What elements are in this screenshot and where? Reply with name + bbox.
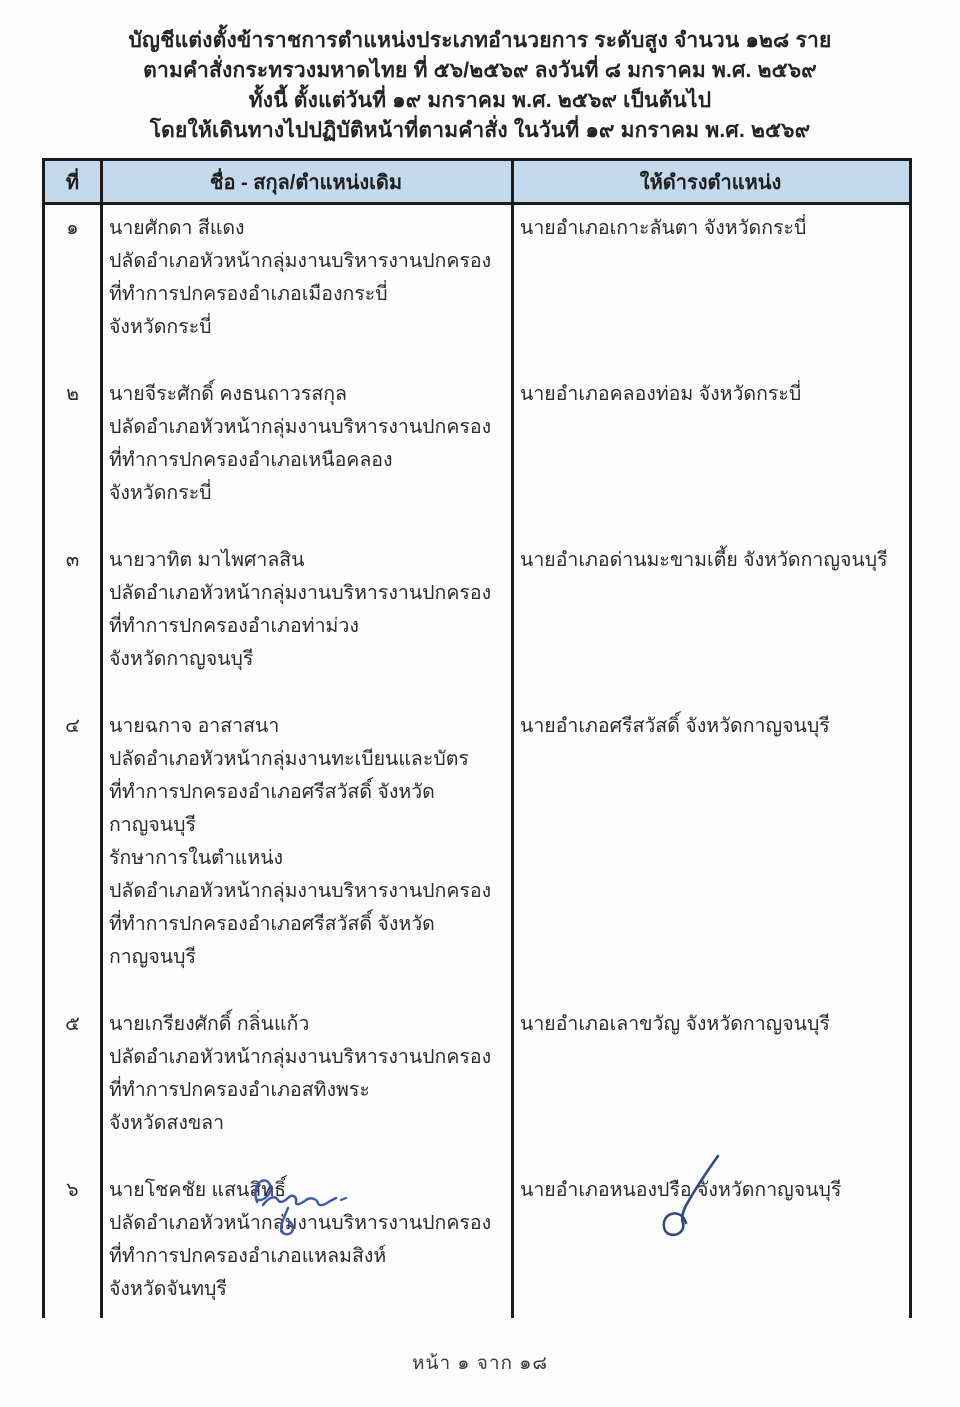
former-position-line: จังหวัดกระบี่ <box>109 316 212 338</box>
title-line-4: โดยให้เดินทางไปปฏิบัติหน้าที่ตามคำสั่ง ในวันที่ ๑๙ มกราคม พ.ศ. ๒๕๖๙ <box>149 119 811 142</box>
new-position-cell: นายอำเภอคลองท่อม จังหวัดกระบี่ <box>511 371 909 537</box>
former-position-line: จังหวัดจันทบุรี <box>109 1278 227 1300</box>
former-position-line: ที่ทำการปกครองอำเภอสทิงพระ <box>109 1079 370 1101</box>
signature-initials-left <box>243 1168 355 1246</box>
former-position-line: จังหวัดกาญจนบุรี <box>109 648 254 670</box>
former-position-line: ที่ทำการปกครองอำเภอศรีสวัสดิ์ จังหวัดกาญจนบุรี <box>109 913 435 968</box>
former-position-line: ปลัดอำเภอหัวหน้ากลุ่มงานบริหารงานปกครอง <box>109 1046 492 1068</box>
row-number: ๔ <box>65 715 80 737</box>
former-position-line: ปลัดอำเภอหัวหน้ากลุ่มงานบริหารงานปกครอง <box>109 416 492 438</box>
row-number: ๒ <box>66 383 79 405</box>
former-position-line: ปลัดอำเภอหัวหน้ากลุ่มงานบริหารงานปกครอง <box>109 582 492 604</box>
new-position-cell: นายอำเภอเลาขวัญ จังหวัดกาญจนบุรี <box>511 1001 909 1167</box>
former-position-line: นายวาทิต มาไพศาลสิน <box>109 549 305 571</box>
table-body <box>45 205 909 1318</box>
former-position-cell <box>100 371 511 537</box>
former-position-line: รักษาการในตำแหน่ง <box>109 847 284 869</box>
former-position-line: นายจีระศักดิ์ คงธนถาวรสกุล <box>109 383 347 405</box>
table-row <box>45 537 909 703</box>
appointment-table <box>42 158 912 1318</box>
row-number: ๖ <box>66 1179 79 1201</box>
former-position-line: ปลัดอำเภอหัวหน้ากลุ่มงานบริหารงานปกครอง <box>109 880 492 902</box>
row-number: ๓ <box>65 549 80 571</box>
former-position-cell <box>100 703 511 1001</box>
former-position-line: ปลัดอำเภอหัวหน้ากลุ่มงานทะเบียนและบัตร <box>109 748 469 770</box>
table-row <box>45 371 909 537</box>
table-header-row <box>45 161 909 205</box>
former-position-line: จังหวัดกระบี่ <box>109 482 212 504</box>
former-position-line: ที่ทำการปกครองอำเภอศรีสวัสดิ์ จังหวัดกาญจนบุรี <box>109 781 435 836</box>
column-header-new-position: ให้ดำรงตำแหน่ง <box>511 161 909 202</box>
former-position-line: จังหวัดสงขลา <box>109 1112 225 1134</box>
former-position-line: นายศักดา สีแดง <box>109 217 245 239</box>
former-position-line: ที่ทำการปกครองอำเภอท่าม่วง <box>109 615 359 637</box>
column-header-name-former: ชื่อ - สกุล/ตำแหน่งเดิม <box>100 161 511 202</box>
title-line-1: บัญชีแต่งตั้งข้าราชการตำแหน่งประเภทอำนวยการ ระดับสูง จำนวน ๑๒๘ ราย <box>128 29 832 52</box>
former-position-line: ปลัดอำเภอหัวหน้ากลุ่มงานบริหารงานปกครอง <box>109 1212 492 1234</box>
title-line-3: ทั้งนี้ ตั้งแต่วันที่ ๑๙ มกราคม พ.ศ. ๒๕๖๙ เป็นต้นไป <box>248 89 712 112</box>
document-title-block <box>0 26 960 146</box>
former-position-line: นายโชคชัย แสนสิทธิ์ <box>109 1179 286 1201</box>
new-position-cell: นายอำเภอหนองปรือ จังหวัดกาญจนบุรี <box>511 1167 909 1318</box>
table-row <box>45 703 909 1001</box>
table-row <box>45 205 909 371</box>
former-position-line: ปลัดอำเภอหัวหน้ากลุ่มงานบริหารงานปกครอง <box>109 250 492 272</box>
row-number: ๑ <box>66 217 79 239</box>
former-position-cell <box>100 1001 511 1167</box>
former-position-line: นายฉกาจ อาสาสนา <box>109 715 280 737</box>
signature-flourish-right <box>652 1148 736 1248</box>
former-position-cell <box>100 537 511 703</box>
table-row <box>45 1001 909 1167</box>
former-position-line: ที่ทำการปกครองอำเภอเหนือคลอง <box>109 449 393 471</box>
title-line-2: ตามคำสั่งกระทรวงมหาดไทย ที่ ๕๖/๒๕๖๙ ลงวันที่ ๘ มกราคม พ.ศ. ๒๕๖๙ <box>143 59 817 82</box>
former-position-line: ที่ทำการปกครองอำเภอแหลมสิงห์ <box>109 1245 387 1267</box>
former-position-cell <box>100 205 511 371</box>
table-row <box>45 1167 909 1318</box>
former-position-line: นายเกรียงศักดิ์ กลิ่นแก้ว <box>109 1013 310 1035</box>
new-position-cell: นายอำเภอศรีสวัสดิ์ จังหวัดกาญจนบุรี <box>511 703 909 1001</box>
new-position-cell: นายอำเภอด่านมะขามเตี้ย จังหวัดกาญจนบุรี <box>511 537 909 703</box>
former-position-line: ที่ทำการปกครองอำเภอเมืองกระบี่ <box>109 283 388 305</box>
column-header-number: ที่ <box>65 171 80 194</box>
page-number-footer: หน้า ๑ จาก ๑๘ <box>411 1353 549 1374</box>
new-position-cell: นายอำเภอเกาะลันตา จังหวัดกระบี่ <box>511 205 909 371</box>
row-number: ๕ <box>65 1013 80 1035</box>
